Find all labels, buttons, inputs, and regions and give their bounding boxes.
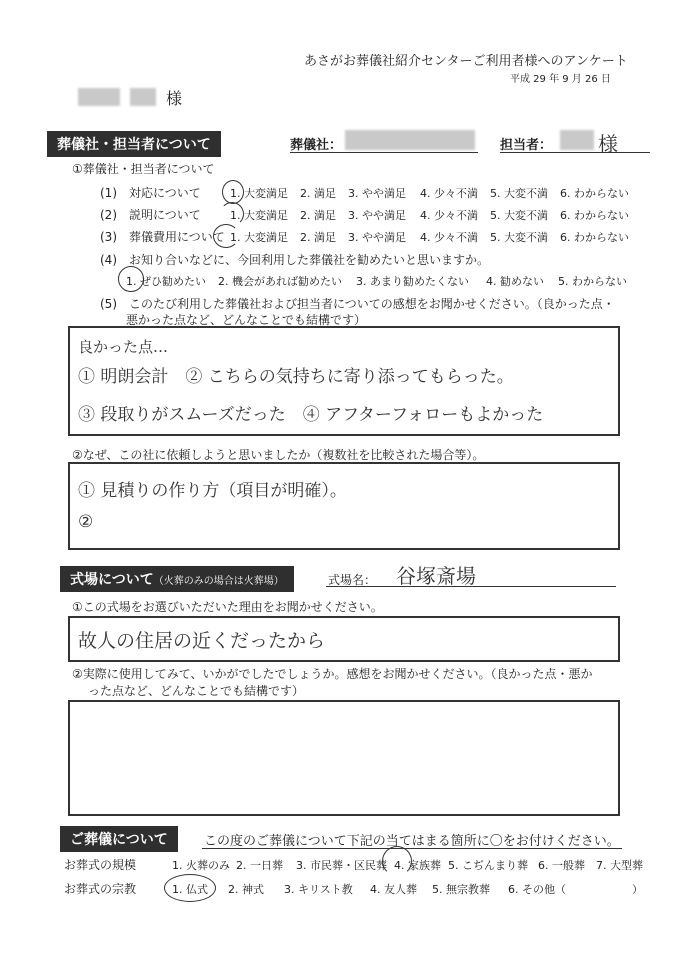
- row-2-option-6[interactable]: 6. わからない: [560, 209, 629, 222]
- scale-option-6[interactable]: 6. 一般葬: [538, 859, 585, 872]
- scale-option-4[interactable]: 4. 家族葬: [394, 859, 441, 872]
- venue-q2-answer-box[interactable]: [68, 700, 620, 816]
- row-3-option-6[interactable]: 6. わからない: [560, 231, 629, 244]
- row-1-option-1[interactable]: 1. 大変満足: [230, 187, 288, 200]
- question-5-cont: 悪かった点など、どんなことでも結構です）: [126, 313, 367, 327]
- venue-name-label: 式場名：: [328, 573, 377, 587]
- section-venue: [60, 566, 294, 592]
- section-funeral-company: 葬儀社・担当者について: [47, 131, 221, 157]
- q4-option-4[interactable]: 4. 勧めない: [486, 275, 544, 288]
- row-2-option-3[interactable]: 3. やや満足: [348, 209, 406, 222]
- religion-option-3[interactable]: 3. キリスト教: [284, 883, 353, 896]
- scale-option-2[interactable]: 2. 一日葬: [236, 859, 283, 872]
- question-2-heading: ②なぜ、この社に依頼しようと思いましたか（複数社を比較された場合等）。: [72, 448, 485, 462]
- venue-question-2: ②実際に使用してみて、いかがでしたでしょうか。感想をお聞かせください。（良かった点・悪か: [72, 667, 593, 681]
- scale-option-7[interactable]: 7. 大型葬: [596, 859, 643, 872]
- company-underline: [290, 152, 478, 153]
- venue-q1-answer-box[interactable]: [68, 616, 620, 662]
- venue-name-value: 谷塚斎場: [396, 564, 476, 588]
- row-3-option-4[interactable]: 4. 少々不満: [420, 231, 478, 244]
- answer-line: ① 明朗会計 ② こちらの気持ちに寄り添ってもらった。: [78, 367, 514, 387]
- row-1-option-3[interactable]: 3. やや満足: [348, 187, 406, 200]
- scale-option-3[interactable]: 3. 市民葬・区民葬: [296, 859, 387, 872]
- religion-option-6[interactable]: 6. その他（ ）: [508, 883, 643, 896]
- row-3-option-3[interactable]: 3. やや満足: [348, 231, 406, 244]
- answer-line: 良かった点…: [78, 338, 169, 356]
- redacted-name: [130, 88, 156, 106]
- venue-underline: [326, 586, 616, 587]
- row-3-option-1[interactable]: 1. 大変満足: [230, 231, 288, 244]
- row-3-option-2[interactable]: 2. 満足: [300, 231, 336, 244]
- q4-option-5[interactable]: 5. わからない: [558, 275, 627, 288]
- q2-answer-box[interactable]: [68, 462, 620, 550]
- section-venue-note: （火葬のみの場合は火葬場）: [153, 576, 284, 587]
- section-ceremony: ご葬儀について: [60, 826, 178, 852]
- q4-option-3[interactable]: 3. あまり勧めたくない: [356, 275, 469, 288]
- redacted-staff: [560, 130, 594, 150]
- survey-date: 平成 29 年 9 月 26 日: [510, 74, 611, 85]
- question-1-heading: ①葬儀社・担当者について: [72, 162, 215, 176]
- row-1-option-4[interactable]: 4. 少々不満: [420, 187, 478, 200]
- redacted-company: [345, 130, 475, 150]
- question-5: (5) このたび利用した葬儀社および担当者についての感想をお聞かせください。（良かった点・: [100, 297, 615, 311]
- survey-title: あさがお葬儀社紹介センターご利用者様へのアンケート: [304, 54, 628, 69]
- staff-underline: [500, 152, 650, 153]
- row-2-option-4[interactable]: 4. 少々不満: [420, 209, 478, 222]
- row-2-option-2[interactable]: 2. 満足: [300, 209, 336, 222]
- scale-option-1[interactable]: 1. 火葬のみ: [172, 859, 230, 872]
- row-2-option-1[interactable]: 1. 大変満足: [230, 209, 288, 222]
- staff-label: 担当者：: [500, 138, 553, 153]
- selected-circle: [118, 266, 144, 292]
- ceremony-instruction: この度のご葬儀について下記の当てはまる箇所に〇をお付けください。: [204, 834, 620, 849]
- row-1-option-5[interactable]: 5. 大変不満: [490, 187, 548, 200]
- row-1-option-6[interactable]: 6. わからない: [560, 187, 629, 200]
- redacted-name: [78, 88, 120, 106]
- scale-option-5[interactable]: 5. こぢんまり葬: [448, 859, 528, 872]
- answer-line: ③ 段取りがスムーズだった ④ アフターフォローもよかった: [78, 405, 544, 425]
- venue-question-1: ①この式場をお選びいただいた理由をお聞かせください。: [72, 600, 383, 614]
- question-4: (4) お知り合いなどに、今回利用した葬儀社を勧めたいと思いますか。: [100, 253, 490, 267]
- section-venue-title: 式場について: [70, 572, 154, 588]
- row-1-option-2[interactable]: 2. 満足: [300, 187, 336, 200]
- religion-option-2[interactable]: 2. 神式: [228, 883, 264, 896]
- religion-option-4[interactable]: 4. 友人葬: [370, 883, 417, 896]
- selected-circle: [220, 202, 244, 226]
- q5-answer-box[interactable]: [68, 326, 620, 436]
- answer-line: 故人の住居の近くだったから: [78, 630, 326, 652]
- religion-label: お葬式の宗教: [64, 882, 137, 896]
- company-label: 葬儀社：: [290, 138, 343, 153]
- q4-option-2[interactable]: 2. 機会があれば勧めたい: [218, 275, 342, 288]
- selected-circle: [164, 874, 216, 902]
- religion-option-1[interactable]: 1. 仏式: [172, 883, 208, 896]
- selected-circle: [382, 846, 412, 876]
- q4-option-1[interactable]: 1. ぜひ勧めたい: [126, 275, 206, 288]
- row-3-label: (3) 葬儀費用について: [100, 230, 225, 244]
- row-1-label: (1) 対応について: [100, 186, 201, 200]
- row-2-label: (2) 説明について: [100, 208, 201, 222]
- staff-suffix: 様: [598, 132, 618, 156]
- row-2-option-5[interactable]: 5. 大変不満: [490, 209, 548, 222]
- answer-line: ②: [78, 512, 94, 532]
- row-3-option-5[interactable]: 5. 大変不満: [490, 231, 548, 244]
- instruction-underline: [202, 848, 622, 849]
- selected-circle: [213, 224, 239, 248]
- religion-option-5[interactable]: 5. 無宗教葬: [432, 883, 490, 896]
- honorific: 様: [166, 89, 183, 108]
- selected-circle: [222, 180, 244, 204]
- answer-line: ① 見積りの作り方（項目が明確）。: [78, 481, 347, 501]
- venue-question-2-cont: った点など、どんなことでも結構です）: [88, 684, 305, 698]
- scale-label: お葬式の規模: [64, 858, 137, 872]
